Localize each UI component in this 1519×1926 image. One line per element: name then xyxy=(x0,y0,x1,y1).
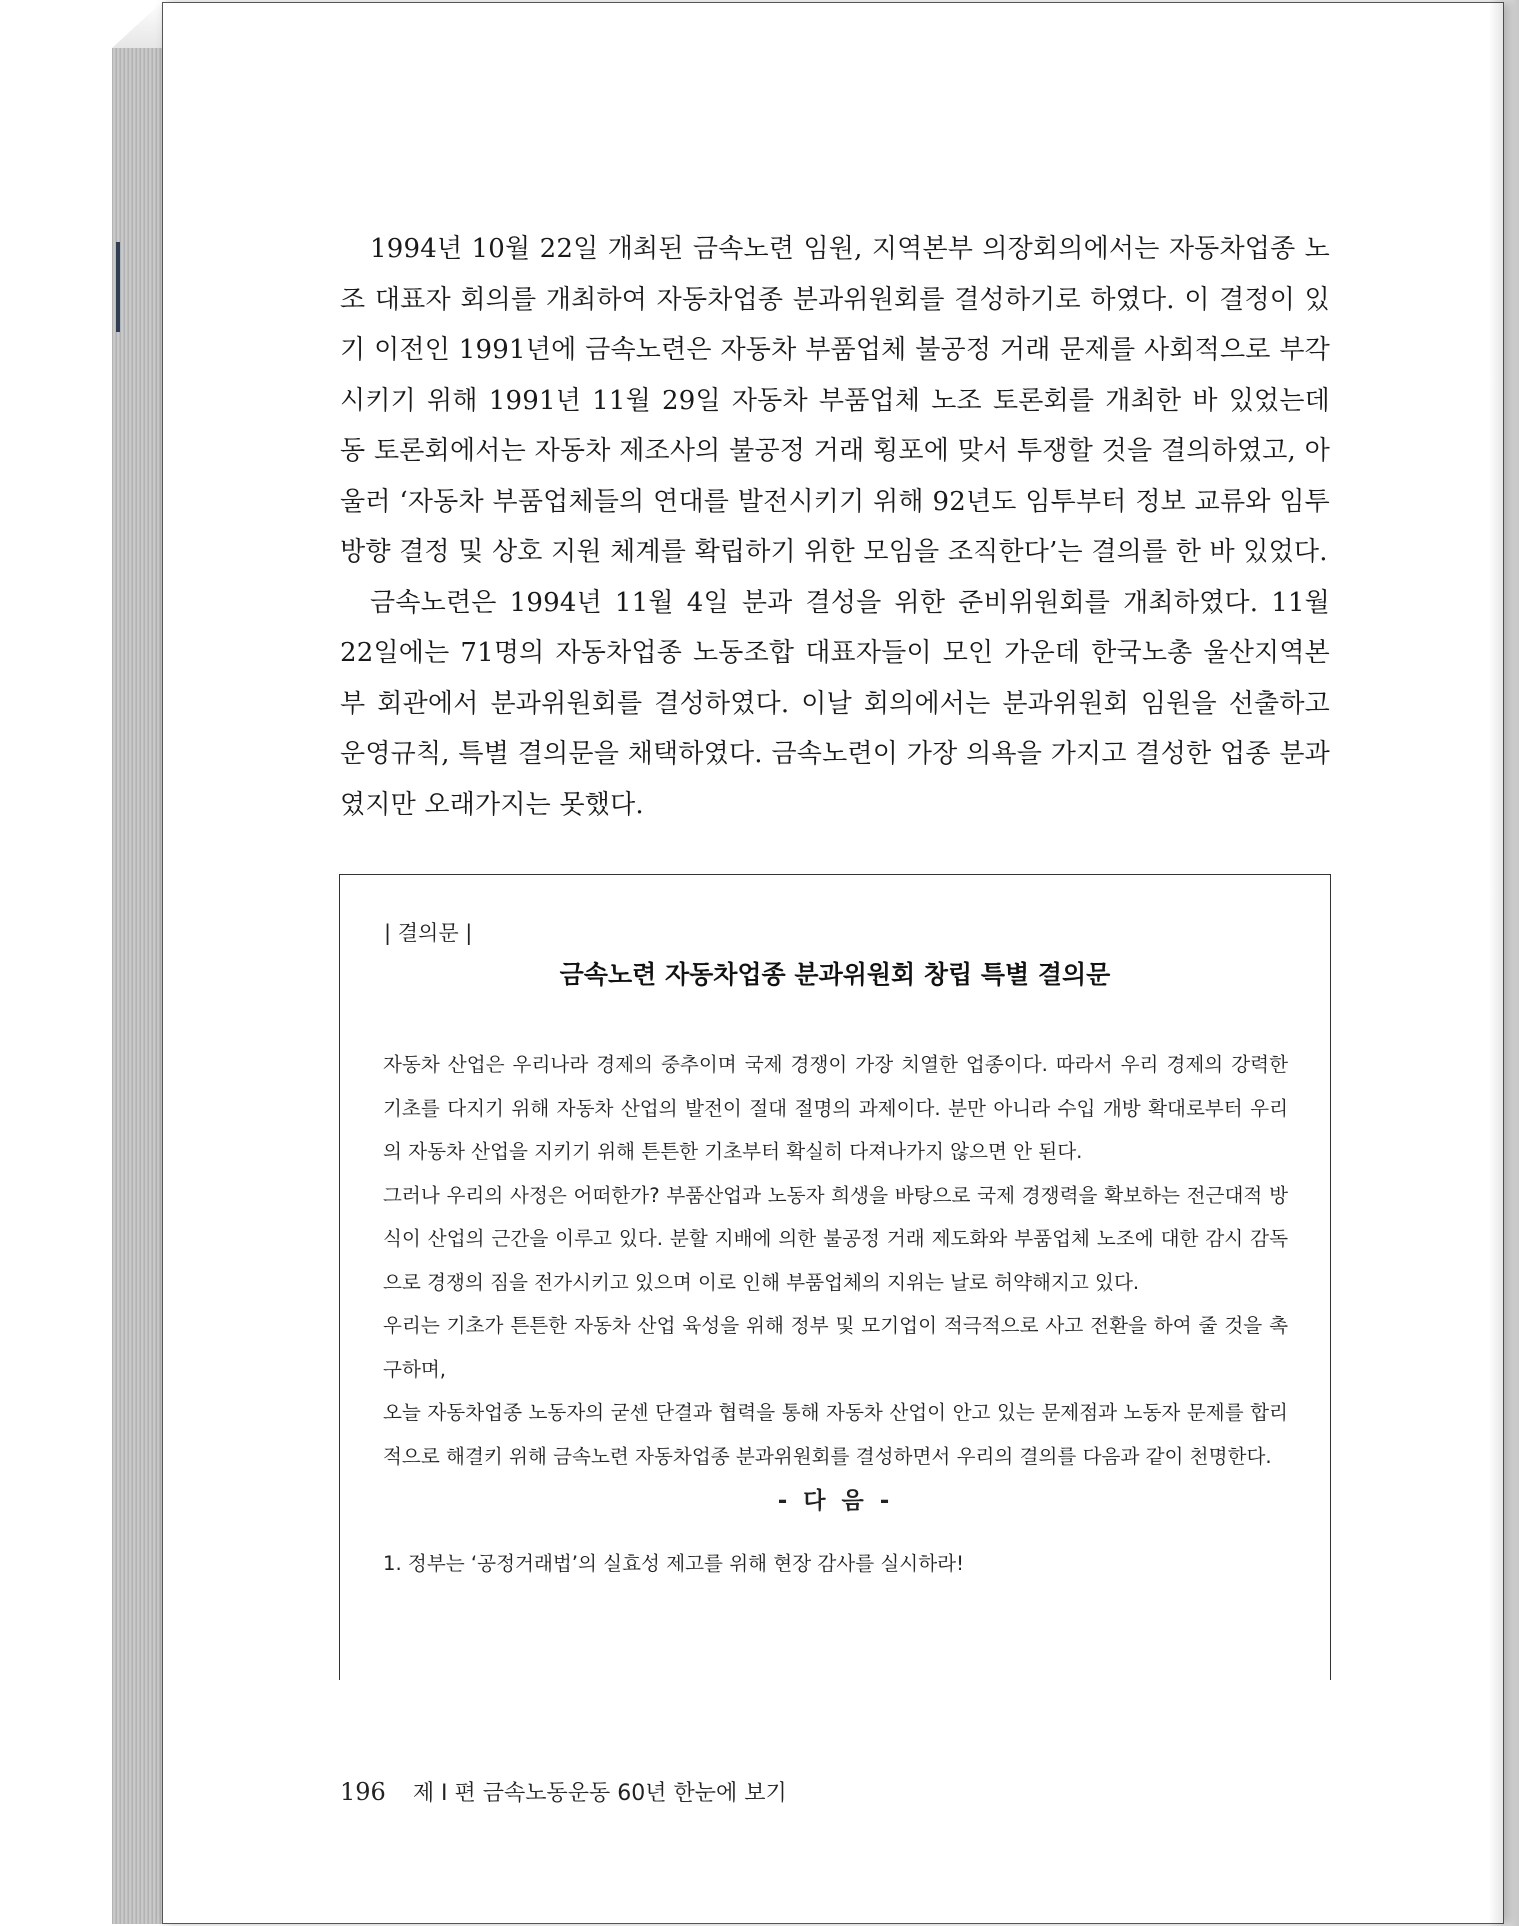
resolution-box xyxy=(339,874,1331,1680)
bookmark-ribbon xyxy=(116,242,120,332)
page-footer xyxy=(340,1776,787,1807)
resolution-text xyxy=(383,1043,1288,1585)
page-number: 196 xyxy=(340,1778,386,1806)
resolution-title: 금속노련 자동차업종 분과위원회 창립 특별 결의문 xyxy=(559,960,1111,989)
paragraph-2: 금속노련은 1994년 11월 4일 분과 결성을 위한 준비위원회를 개최하였다. 11월 22일에는 71명의 자동차업종 노동조합 대표자들이 모인 가운데 한국노총 울산지역본부 회관에서 분과위원회를 결성하였다. 이날 회의에서는 분과위원회 임원을 선출하고 운영규칙, 특별 결의문을 채택하였다. 금속노련이 가장 의욕을 가지고 결성한 업종 분과였지만 오래가지는 못했다. xyxy=(340,587,1330,820)
resolution-item-1: 1. 정부는 ‘공정거래법’의 실효성 제고를 위해 현장 감사를 실시하라! xyxy=(383,1551,964,1575)
paragraph-1: 1994년 10월 22일 개최된 금속노련 임원, 지역본부 의장회의에서는 자동차업종 노조 대표자 회의를 개최하여 자동차업종 분과위원회를 결성하기로 하였다. 이 결정이 있기 이전인 1991년에 금속노련은 자동차 부품업체 불공정 거래 문제를 사회적으로 부각시키기 위해 1991년 11월 29일 자동차 부품업체 노조 토론회를 개최한 바 있었는데 동 토론회에서는 자동차 제조사의 불공정 거래 횡포에 맞서 투쟁할 것을 결의하였고, 아울러 ‘자동차 부품업체들의 연대를 발전시키기 위해 92년도 임투부터 정보 교류와 임투 방향 결정 및 상호 지원 체계를 확립하기 위한 모임을 조직한다’는 결의를 한 바 있었다. xyxy=(340,234,1330,567)
page-shadow xyxy=(1489,0,1519,1926)
section-title: 제 I 편 금속노동운동 60년 한눈에 보기 xyxy=(412,1781,787,1806)
resolution-label: | 결의문 | xyxy=(384,921,473,945)
resolution-paragraph-3: 우리는 기초가 튼튼한 자동차 산업 육성을 위해 정부 및 모기업이 적극적으로 사고 전환을 하여 줄 것을 촉구하며, xyxy=(383,1314,1288,1381)
resolution-paragraph-1: 자동차 산업은 우리나라 경제의 중추이며 국제 경쟁이 가장 치열한 업종이다. 따라서 우리 경제의 강력한 기초를 다지기 위해 자동차 산업의 발전이 절대 절명의 과제이다. 분만 아니라 수입 개방 확대로부터 우리의 자동차 산업을 지키기 위해 튼튼한 기초부터 확실히 다져나가지 않으면 안 된다. xyxy=(383,1053,1288,1163)
body-text xyxy=(340,224,1330,830)
resolution-paragraph-2: 그러나 우리의 사정은 어떠한가? 부품산업과 노동자 희생을 바탕으로 국제 경쟁력을 확보하는 전근대적 방식이 산업의 근간을 이루고 있다. 분할 지배에 의한 불공정 거래 제도화와 부품업체 노조에 대한 감시 감독으로 경쟁의 짐을 전가시키고 있으며 이로 인해 부품업체의 지위는 날로 허약해지고 있다. xyxy=(383,1183,1288,1294)
book-edge-top xyxy=(112,0,164,48)
next-heading: - 다 음 - xyxy=(777,1488,894,1514)
resolution-paragraph-4: 오늘 자동차업종 노동자의 굳센 단결과 협력을 통해 자동차 산업이 안고 있는 문제점과 노동자 문제를 합리적으로 해결키 위해 금속노련 자동차업종 분과위원회를 결성하면서 우리의 결의를 다음과 같이 천명한다. xyxy=(383,1401,1288,1468)
